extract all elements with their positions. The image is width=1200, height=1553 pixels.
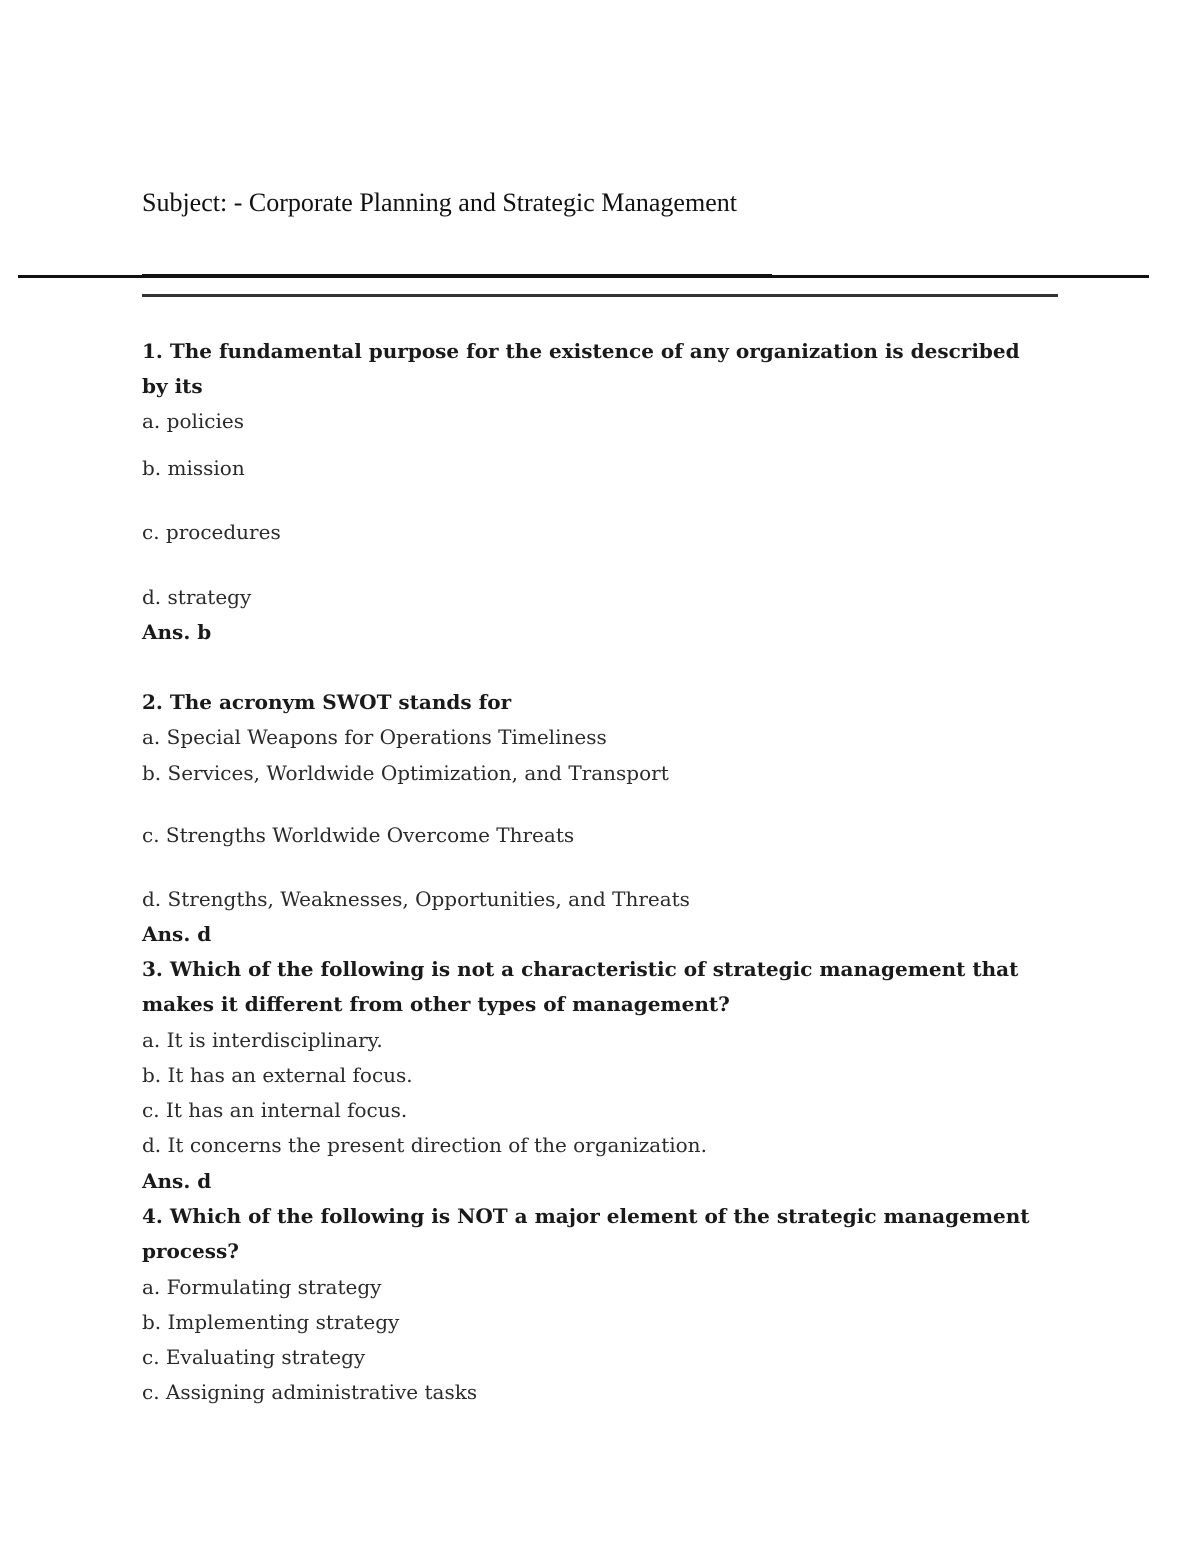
question-2-answer: Ans. d (142, 922, 212, 946)
question-1-option-d: d. strategy (142, 585, 252, 609)
question-2-option-d: d. Strengths, Weaknesses, Opportunities, and Threats (142, 887, 690, 911)
question-1-option-c: c. procedures (142, 520, 281, 544)
question-1-stem-line-1: 1. The fundamental purpose for the existence of any organization is described (142, 339, 1020, 363)
question-1-answer: Ans. b (142, 620, 212, 644)
question-3-answer: Ans. d (142, 1169, 212, 1193)
question-4-option-a: a. Formulating strategy (142, 1275, 382, 1299)
question-4-stem-line-1: 4. Which of the following is NOT a major element of the strategic management (142, 1204, 1030, 1228)
question-1-option-b: b. mission (142, 456, 245, 480)
question-3-option-c: c. It has an internal focus. (142, 1098, 408, 1122)
question-3-option-a: a. It is interdisciplinary. (142, 1028, 383, 1052)
document-subject: Subject: - Corporate Planning and Strategic Management (142, 188, 737, 217)
question-2-option-b: b. Services, Worldwide Optimization, and Transport (142, 761, 669, 785)
question-4-stem-line-2: process? (142, 1239, 240, 1263)
question-2-option-c: c. Strengths Worldwide Overcome Threats (142, 823, 575, 847)
question-3-stem-line-2: makes it different from other types of management? (142, 992, 730, 1016)
question-1-option-a: a. policies (142, 409, 244, 433)
horizontal-rule-thin (142, 294, 1058, 297)
question-2-stem-line-1: 2. The acronym SWOT stands for (142, 690, 512, 714)
question-2-option-a: a. Special Weapons for Operations Timeliness (142, 725, 607, 749)
question-4-option-c: c. Evaluating strategy (142, 1345, 366, 1369)
question-4-option-b: b. Implementing strategy (142, 1310, 400, 1334)
question-4-option-d: c. Assigning administrative tasks (142, 1380, 478, 1404)
horizontal-rule-bold (142, 274, 772, 278)
question-1-stem-line-2: by its (142, 374, 203, 398)
question-3-stem-line-1: 3. Which of the following is not a characteristic of strategic management that (142, 957, 1019, 981)
question-3-option-d: d. It concerns the present direction of the organization. (142, 1133, 707, 1157)
question-3-option-b: b. It has an external focus. (142, 1063, 413, 1087)
